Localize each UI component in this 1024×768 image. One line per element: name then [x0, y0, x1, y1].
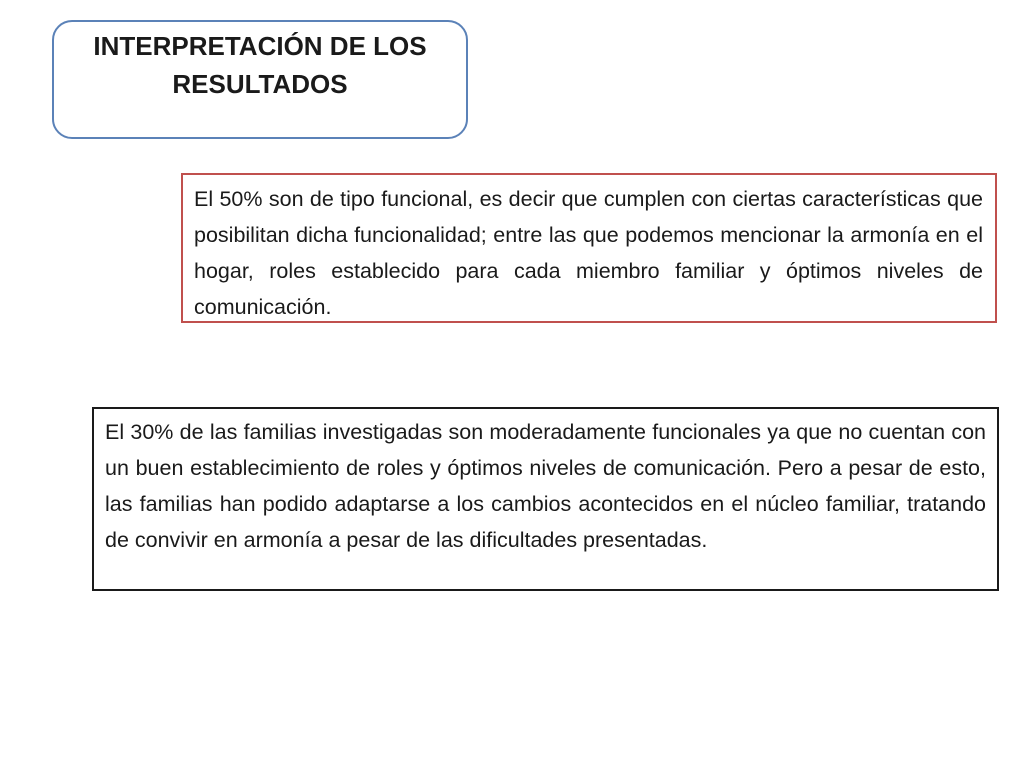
title-box: [52, 20, 468, 139]
slide-title: INTERPRETACIÓN DE LOS RESULTADOS: [93, 31, 427, 99]
paragraph-moderately-functional-families: El 30% de las familias investigadas son moderadamente funcionales ya que no cuentan con un buen establecimiento de roles y óptimos niveles de comunicación. Pero a pesar de esto, las familias han podido adaptarse a los cambios acontecidos en el núcleo familiar, tratando de convivir en armonía a pesar de las dificultades presentadas.: [92, 407, 999, 591]
paragraph-functional-families: El 50% son de tipo funcional, es decir que cumplen con ciertas características que posibilitan dicha funcionalidad; entre las que podemos mencionar la armonía en el hogar, roles establecido para cada miembro familiar y óptimos niveles de comunicación.: [181, 173, 997, 323]
